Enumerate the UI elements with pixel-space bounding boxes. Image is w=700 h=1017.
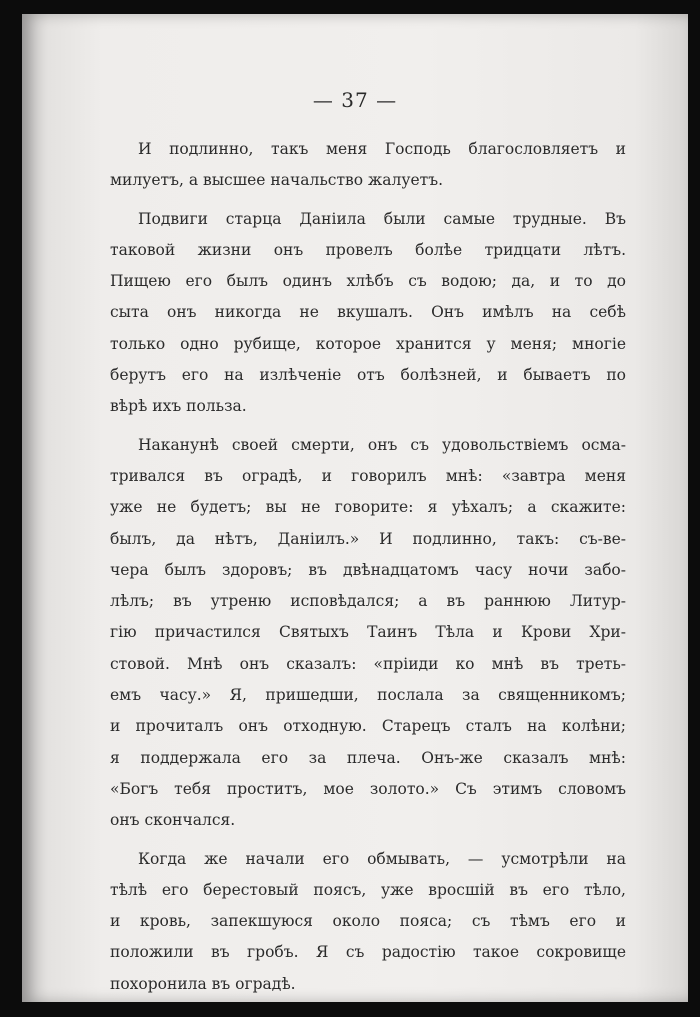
text-line: емъ часу.» Я, пришедши, послала за священникомъ; — [110, 686, 626, 705]
paragraph — [110, 430, 626, 837]
text-line: гію причастился Святыхъ Таинъ Тѣла и Крови Хри- — [110, 623, 626, 642]
text-line: тривался въ оградѣ, и говорилъ мнѣ: «завтра меня — [110, 466, 626, 485]
text-line: я поддержала его за плеча. Онъ-же сказалъ мнѣ: — [110, 748, 626, 767]
text-line: лѣлъ; въ утреню исповѣдался; а въ раннюю Литур- — [110, 592, 626, 611]
text-line: Когда же начали его обмывать, — усмотрѣли на — [138, 849, 626, 868]
text-line: чера былъ здоровъ; въ двѣнадцатомъ часу ночи забо- — [110, 560, 626, 579]
text-line: онъ скончался. — [110, 811, 236, 830]
text-line: «Богъ тебя проститъ, мое золото.» Съ этимъ словомъ — [110, 779, 626, 798]
paragraph — [110, 844, 626, 1000]
text-line: тѣлѣ его берестовый поясъ, уже вросшій въ его тѣло, — [110, 880, 626, 899]
book-page — [22, 14, 688, 1002]
paragraph — [110, 134, 626, 197]
text-line: стовой. Мнѣ онъ сказалъ: «пріиди ко мнѣ въ треть- — [110, 654, 626, 673]
text-line: вѣрѣ ихъ польза. — [110, 397, 247, 416]
text-line: былъ, да нѣтъ, Даніилъ.» И подлинно, такъ: съ-ве- — [110, 529, 626, 548]
text-line: сыта онъ никогда не вкушалъ. Онъ имѣлъ на себѣ — [110, 303, 626, 322]
page-number: — 37 — — [312, 88, 398, 112]
page-text — [110, 134, 626, 1007]
text-line: таковой жизни онъ провелъ болѣе тридцати лѣтъ. — [110, 240, 626, 259]
text-line: похоронила въ оградѣ. — [110, 974, 296, 993]
text-line: Наканунѣ своей смерти, онъ съ удовольствіемъ осма- — [138, 435, 626, 454]
text-line: И подлинно, такъ меня Господь благословляетъ и — [138, 140, 626, 158]
text-line: только одно рубище, которое хранится у меня; многіе — [110, 334, 626, 353]
text-line: Пищею его былъ одинъ хлѣбъ съ водою; да, и то до — [110, 272, 626, 291]
text-line: и кровь, запекшуюся около пояса; съ тѣмъ его и — [110, 912, 626, 931]
text-line: и прочиталъ онъ отходную. Старецъ сталъ на колѣни; — [110, 717, 626, 736]
text-line: Подвиги старца Даніила были самые трудные. Въ — [138, 209, 626, 228]
text-line: положили въ гробъ. Я съ радостію такое сокровище — [110, 943, 626, 962]
text-line: берутъ его на излѣченіе отъ болѣзней, и бываетъ по — [110, 366, 626, 385]
text-line: милуетъ, а высшее начальство жалуетъ. — [110, 171, 444, 190]
text-line: уже не будетъ; вы не говорите: я уѣхалъ; а скажите: — [110, 498, 626, 517]
paragraph — [110, 204, 626, 423]
